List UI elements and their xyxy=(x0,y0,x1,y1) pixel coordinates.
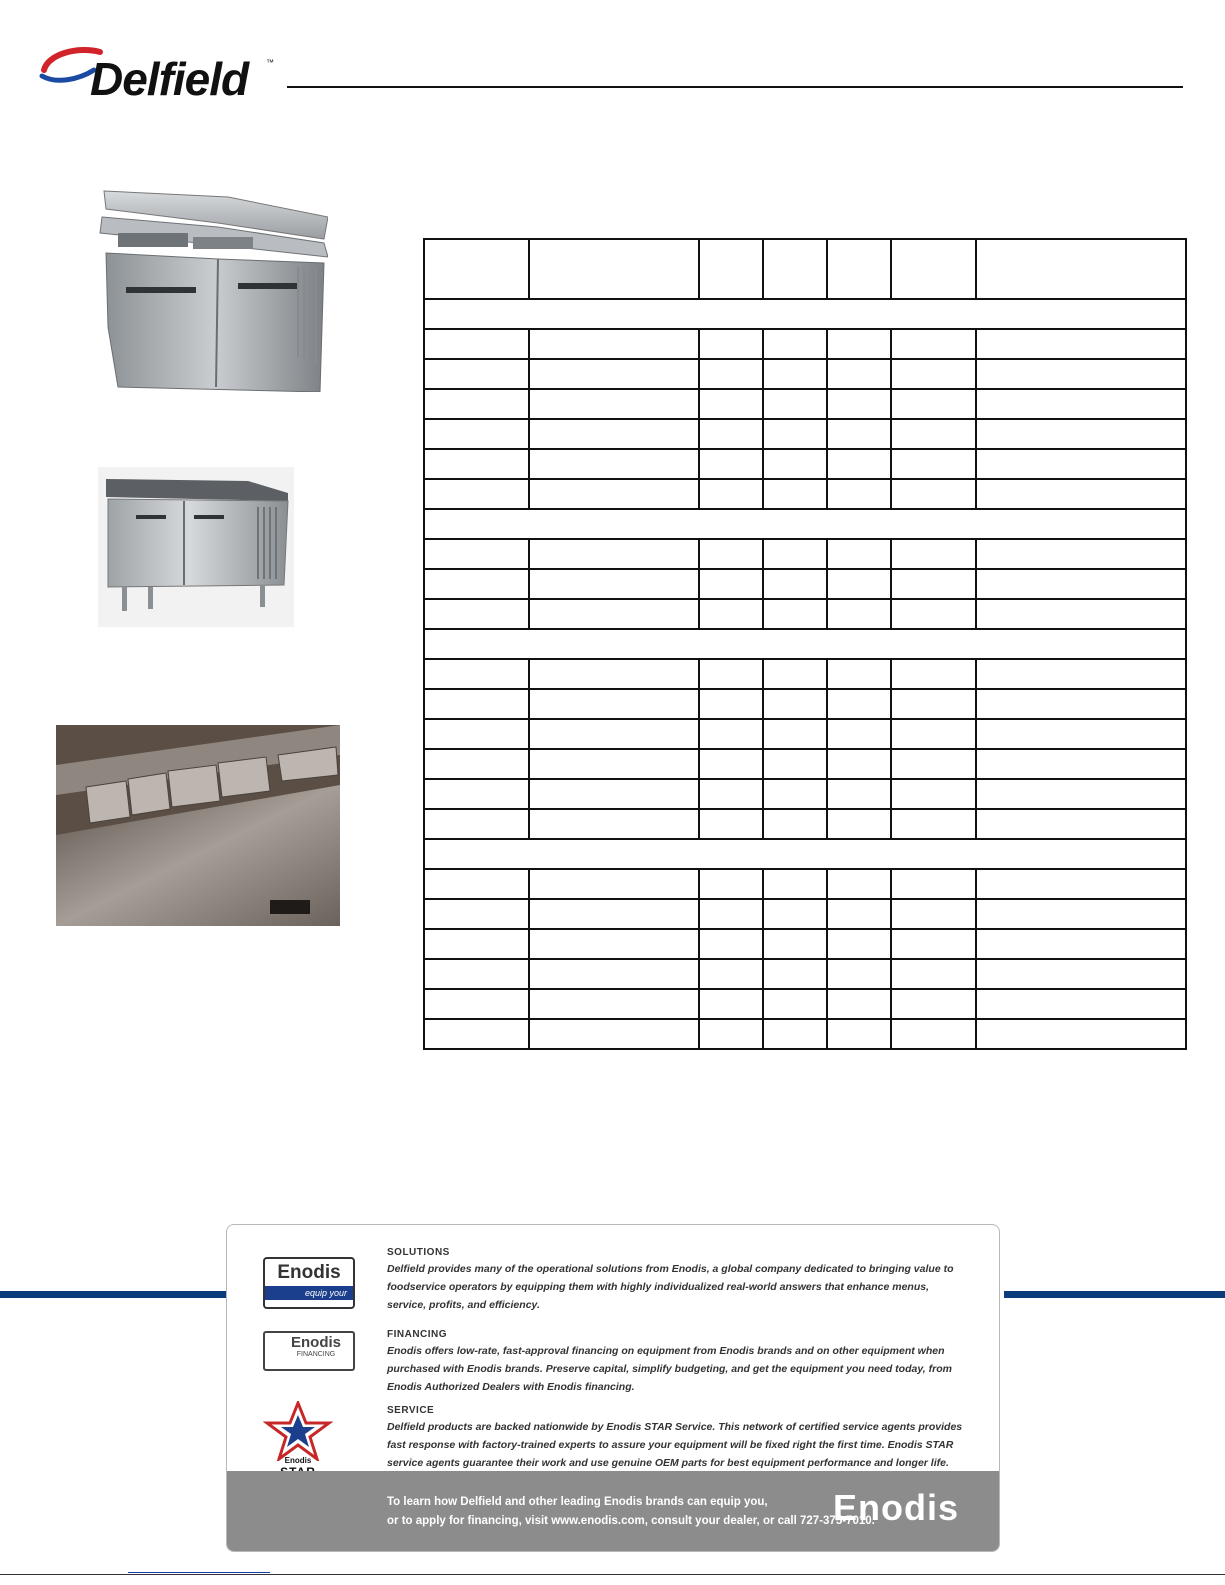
table-cell xyxy=(891,659,976,689)
table-section-row xyxy=(424,299,1186,329)
cta-line-2: or to apply for financing, visit www.enodis.com, consult your dealer, or call 727-375-7010. xyxy=(387,1515,875,1527)
table-cell xyxy=(424,329,529,359)
table-cell xyxy=(424,1019,529,1049)
table-cell xyxy=(529,419,699,449)
table-cell xyxy=(529,809,699,839)
spec-table xyxy=(423,238,1187,1050)
table-cell xyxy=(891,1019,976,1049)
table-cell xyxy=(827,689,891,719)
table-cell xyxy=(699,599,763,629)
table-cell xyxy=(827,869,891,899)
table-cell xyxy=(976,599,1186,629)
table-cell xyxy=(891,359,976,389)
section-cell xyxy=(424,839,1186,869)
table-cell xyxy=(529,719,699,749)
table-cell xyxy=(827,719,891,749)
solutions-body: Delfield provides many of the operational solutions from Enodis, a global company dedicated to bringing value to foodservice operators by equipping them with highly individualized real-world answers that enhance menus, service, profits, and efficiency. xyxy=(387,1263,954,1311)
bottom-rule xyxy=(0,1574,1225,1575)
table-cell xyxy=(529,599,699,629)
badge-financing-sub: FINANCING xyxy=(296,1351,336,1358)
table-cell xyxy=(763,809,828,839)
table-cell xyxy=(827,599,891,629)
table-row xyxy=(424,869,1186,899)
table-cell xyxy=(424,479,529,509)
table-cell xyxy=(976,869,1186,899)
table-cell xyxy=(529,329,699,359)
table-cell xyxy=(529,989,699,1019)
table-cell xyxy=(529,359,699,389)
table-cell xyxy=(424,659,529,689)
table-cell xyxy=(699,749,763,779)
table-cell xyxy=(891,419,976,449)
table-cell xyxy=(827,359,891,389)
table-row xyxy=(424,599,1186,629)
table-cell xyxy=(891,869,976,899)
table-cell xyxy=(424,359,529,389)
table-cell xyxy=(699,959,763,989)
table-cell xyxy=(827,809,891,839)
table-cell xyxy=(763,989,828,1019)
table-cell xyxy=(763,779,828,809)
table-cell xyxy=(976,899,1186,929)
table-cell xyxy=(827,749,891,779)
badge-solutions-sub: equip your xyxy=(265,1286,353,1300)
financing-title: FINANCING xyxy=(387,1329,448,1340)
table-cell xyxy=(424,419,529,449)
table-cell xyxy=(763,419,828,449)
table-cell xyxy=(424,809,529,839)
table-cell xyxy=(763,1019,828,1049)
table-cell xyxy=(891,779,976,809)
section-cell xyxy=(424,299,1186,329)
table-cell xyxy=(424,959,529,989)
header-cell xyxy=(827,239,891,299)
table-cell xyxy=(699,659,763,689)
table-cell xyxy=(763,359,828,389)
table-cell xyxy=(763,719,828,749)
table-cell xyxy=(699,989,763,1019)
table-cell xyxy=(529,869,699,899)
table-cell xyxy=(763,929,828,959)
table-cell xyxy=(976,449,1186,479)
badge-financing-main: Enodis xyxy=(290,1334,341,1351)
table-row xyxy=(424,929,1186,959)
table-cell xyxy=(763,959,828,989)
table-cell xyxy=(891,539,976,569)
table-cell xyxy=(827,1019,891,1049)
table-cell xyxy=(891,449,976,479)
table-cell xyxy=(891,959,976,989)
table-cell xyxy=(529,659,699,689)
table-row xyxy=(424,989,1186,1019)
table-row xyxy=(424,419,1186,449)
table-cell xyxy=(529,479,699,509)
table-cell xyxy=(891,719,976,749)
table-cell xyxy=(827,419,891,449)
table-row xyxy=(424,539,1186,569)
header-cell xyxy=(891,239,976,299)
table-cell xyxy=(424,599,529,629)
table-cell xyxy=(424,899,529,929)
table-cell xyxy=(529,689,699,719)
table-cell xyxy=(827,959,891,989)
table-cell xyxy=(827,929,891,959)
table-cell xyxy=(699,359,763,389)
table-cell xyxy=(699,719,763,749)
table-section-row xyxy=(424,839,1186,869)
table-cell xyxy=(424,929,529,959)
star-icon xyxy=(263,1401,333,1461)
table-cell xyxy=(976,809,1186,839)
table-cell xyxy=(699,779,763,809)
table-cell xyxy=(699,899,763,929)
table-cell xyxy=(763,599,828,629)
table-cell xyxy=(891,929,976,959)
table-row xyxy=(424,329,1186,359)
solutions-title: SOLUTIONS xyxy=(387,1247,450,1258)
table-cell xyxy=(827,479,891,509)
table-cell xyxy=(976,989,1186,1019)
table-header-row xyxy=(424,239,1186,299)
table-cell xyxy=(827,659,891,689)
table-cell xyxy=(827,329,891,359)
table-cell xyxy=(891,809,976,839)
section-cell xyxy=(424,509,1186,539)
table-cell xyxy=(699,1019,763,1049)
table-row xyxy=(424,779,1186,809)
table-cell xyxy=(891,329,976,359)
table-row xyxy=(424,569,1186,599)
table-cell xyxy=(891,689,976,719)
table-row xyxy=(424,389,1186,419)
table-cell xyxy=(529,569,699,599)
table-cell xyxy=(976,359,1186,389)
table-row xyxy=(424,479,1186,509)
enodis-footer-bar xyxy=(227,1471,999,1551)
table-cell xyxy=(976,659,1186,689)
table-cell xyxy=(976,479,1186,509)
table-cell xyxy=(424,989,529,1019)
table-cell xyxy=(891,599,976,629)
service-title: SERVICE xyxy=(387,1405,435,1416)
header-cell xyxy=(424,239,529,299)
table-cell xyxy=(424,539,529,569)
table-row xyxy=(424,1019,1186,1049)
enodis-solutions-badge xyxy=(263,1257,355,1309)
table-cell xyxy=(424,449,529,479)
table-cell xyxy=(976,539,1186,569)
table-cell xyxy=(529,539,699,569)
table-cell xyxy=(827,389,891,419)
table-cell xyxy=(976,929,1186,959)
table-cell xyxy=(827,539,891,569)
table-cell xyxy=(424,389,529,419)
table-cell xyxy=(699,389,763,419)
delfield-logo xyxy=(38,40,273,104)
table-cell xyxy=(424,749,529,779)
table-cell xyxy=(424,869,529,899)
table-cell xyxy=(976,389,1186,419)
table-cell xyxy=(424,689,529,719)
table-cell xyxy=(976,419,1186,449)
table-cell xyxy=(763,479,828,509)
table-cell xyxy=(827,449,891,479)
table-section-row xyxy=(424,509,1186,539)
table-cell xyxy=(827,779,891,809)
service-section xyxy=(387,1405,967,1472)
table-row xyxy=(424,449,1186,479)
header-rule xyxy=(287,86,1183,88)
blue-band-right xyxy=(1004,1291,1225,1298)
solutions-section xyxy=(387,1247,967,1314)
cta-line-1: To learn how Delfield and other leading Enodis brands can equip you, xyxy=(387,1496,768,1508)
table-cell xyxy=(424,779,529,809)
enodis-financing-badge xyxy=(263,1331,355,1371)
table-cell xyxy=(529,929,699,959)
table-cell xyxy=(976,959,1186,989)
table-cell xyxy=(424,719,529,749)
table-cell xyxy=(699,809,763,839)
table-row xyxy=(424,749,1186,779)
table-cell xyxy=(891,479,976,509)
table-cell xyxy=(763,569,828,599)
table-row xyxy=(424,659,1186,689)
table-cell xyxy=(529,1019,699,1049)
pizza-prep-table-photo xyxy=(98,467,294,627)
prep-table-overshelf-photo xyxy=(98,187,328,392)
financing-body: Enodis offers low-rate, fast-approval financing on equipment from Enodis brands and on other equipment when purchased with Enodis brands. Preserve capital, simplify budgeting, and get the equipment you need today, from Enodis Authorized Dealers with Enodis financing. xyxy=(387,1345,952,1393)
table-cell xyxy=(699,479,763,509)
table-cell xyxy=(763,749,828,779)
header-cell xyxy=(763,239,828,299)
table-cell xyxy=(976,779,1186,809)
table-cell xyxy=(699,539,763,569)
table-row xyxy=(424,809,1186,839)
table-cell xyxy=(529,749,699,779)
table-cell xyxy=(891,989,976,1019)
table-cell xyxy=(827,569,891,599)
table-cell xyxy=(699,869,763,899)
table-cell xyxy=(763,539,828,569)
table-cell xyxy=(424,569,529,599)
blue-band-left xyxy=(0,1291,226,1298)
header-cell xyxy=(976,239,1186,299)
enodis-brand-logo: Enodis xyxy=(832,1487,959,1528)
service-body: Delfield products are backed nationwide by Enodis STAR Service. This network of certified service agents provides fast response with factory-trained experts to assure your equipment will be fixed right the first time. Enodis STAR service agents guarantee their work and use genuine OEM parts for best equipment performance and longer life. xyxy=(387,1421,963,1469)
table-cell xyxy=(529,779,699,809)
table-cell xyxy=(891,749,976,779)
table-cell xyxy=(891,899,976,929)
header-cell xyxy=(699,239,763,299)
table-cell xyxy=(529,449,699,479)
table-cell xyxy=(891,569,976,599)
trademark: ™ xyxy=(266,58,274,67)
badge-star-main: Enodis xyxy=(284,1456,312,1465)
bottom-link-underline[interactable] xyxy=(128,1572,270,1573)
table-cell xyxy=(763,689,828,719)
badge-solutions-main: Enodis xyxy=(277,1262,341,1283)
table-cell xyxy=(976,689,1186,719)
brand-name: Delfield xyxy=(90,53,249,105)
enodis-info-box xyxy=(226,1224,1000,1552)
enodis-cta xyxy=(387,1493,875,1531)
header-cell xyxy=(529,239,699,299)
table-cell xyxy=(699,569,763,599)
section-cell xyxy=(424,629,1186,659)
table-cell xyxy=(891,389,976,419)
table-row xyxy=(424,359,1186,389)
table-row xyxy=(424,689,1186,719)
table-cell xyxy=(763,899,828,929)
table-cell xyxy=(763,869,828,899)
table-cell xyxy=(699,419,763,449)
table-cell xyxy=(699,689,763,719)
table-cell xyxy=(529,389,699,419)
table-cell xyxy=(976,329,1186,359)
table-cell xyxy=(699,329,763,359)
table-cell xyxy=(976,719,1186,749)
table-cell xyxy=(529,959,699,989)
enodis-star-service-badge xyxy=(263,1401,333,1481)
table-cell xyxy=(763,389,828,419)
table-row xyxy=(424,959,1186,989)
table-cell xyxy=(763,659,828,689)
table-row xyxy=(424,719,1186,749)
table-cell xyxy=(763,449,828,479)
table-cell xyxy=(699,449,763,479)
table-row xyxy=(424,899,1186,929)
table-cell xyxy=(763,329,828,359)
financing-section xyxy=(387,1329,967,1396)
table-cell xyxy=(976,569,1186,599)
table-cell xyxy=(827,899,891,929)
table-cell xyxy=(827,989,891,1019)
table-cell xyxy=(976,749,1186,779)
table-cell xyxy=(529,899,699,929)
table-cell xyxy=(976,1019,1186,1049)
table-cell xyxy=(699,929,763,959)
table-section-row xyxy=(424,629,1186,659)
pan-rail-closeup-photo xyxy=(56,725,340,926)
